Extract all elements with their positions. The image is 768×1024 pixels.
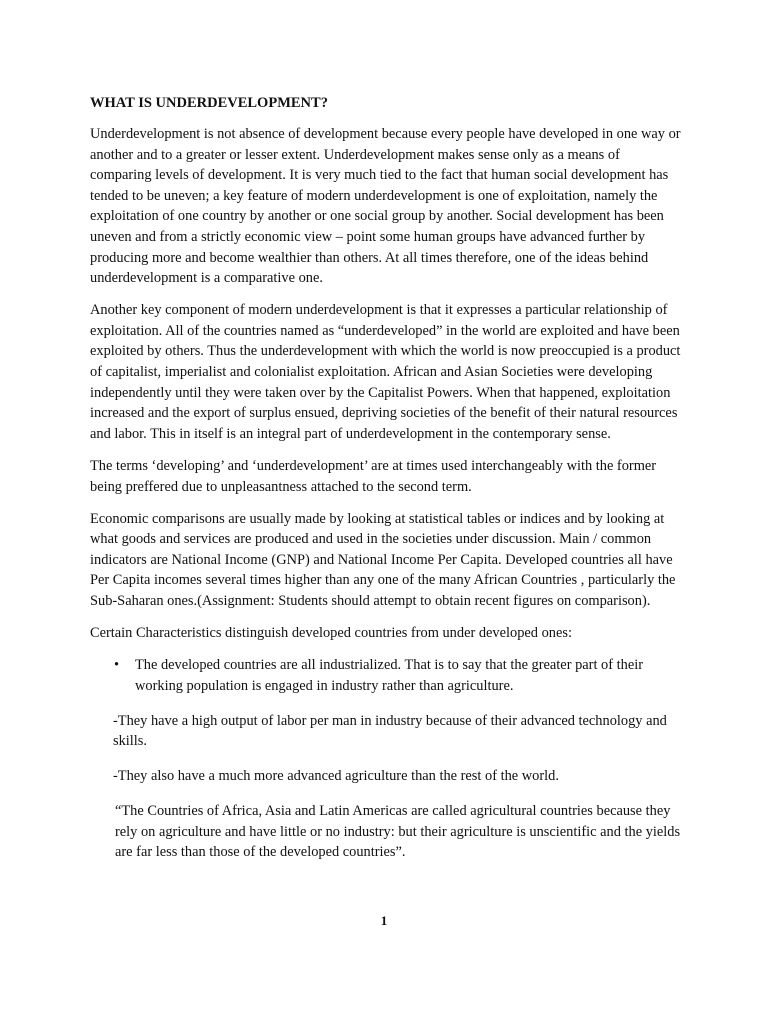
paragraph-exploitation: Another key component of modern underdevelopment is that it expresses a particular relationship of exploitation. All of the countries named as “underdeveloped” in the world are exploited and have been exploited by others. Thus the underdevelopment with which the world is now preoccupied is a product of capitalist, imperialist and colonialist exploitation. African and Asian Societies were developing independently until they were taken over by the Capitalist Powers. When that happened, exploitation increased and the export of surplus ensued, depriving societies of the benefit of their natural resources and labor. This in itself is an integral part of underdevelopment in the contemporary sense.: [90, 302, 681, 442]
quote-block: “The Countries of Africa, Asia and Latin Americas are called agricultural countries because they rely on agriculture and have little or no industry: but their agriculture is unscientific and the yields are far less than those of the developed countries”.: [115, 803, 681, 861]
list-item: [90, 655, 682, 696]
sub-point-labor-output: -They have a high output of labor per man in industry because of their advanced technology and skills.: [113, 712, 667, 750]
bullet-icon: •: [114, 657, 120, 674]
characteristics-list: [90, 655, 682, 696]
paragraph-definition: Underdevelopment is not absence of development because every people have developed in one way or another and to a greater or lesser extent. Underdevelopment makes sense only as a means of comparing levels of development. It is very much tied to the fact that human social development has tended to be uneven; a key feature of modern underdevelopment is one of exploitation, namely the exploitation of one country by another or one social group by another. Social development has been uneven and from a strictly economic view – point some human groups have advanced further by producing more and become wealthier than others. At all times therefore, one of the ideas behind underdevelopment is a comparative one.: [90, 126, 681, 287]
document-page: [90, 94, 682, 877]
paragraph-economic-comparisons: Economic comparisons are usually made by looking at statistical tables or indices and by looking at what goods and services are produced and used in the societies under discussion. Main / common indicators are National Income (GNP) and National Income Per Capita. Developed countries all have Per Capita incomes several times higher than any one of the many African Countries , particularly the Sub-Saharan ones.(Assignment: Students should attempt to obtain recent figures on comparison).: [90, 510, 676, 609]
list-item-text: The developed countries are all industrialized. That is to say that the greater part of their working population is engaged in industry rather than agriculture.: [135, 657, 644, 694]
sub-point-agriculture: -They also have a much more advanced agriculture than the rest of the world.: [113, 768, 559, 785]
page-title: WHAT IS UNDERDEVELOPMENT?: [90, 95, 328, 111]
paragraph-terms: The terms ‘developing’ and ‘underdevelopment’ are at times used interchangeably with the former being preffered due to unpleasantness attached to the second term.: [90, 457, 657, 495]
page-number: 1: [380, 913, 388, 928]
paragraph-characteristics-intro: Certain Characteristics distinguish developed countries from under developed ones:: [90, 625, 572, 642]
